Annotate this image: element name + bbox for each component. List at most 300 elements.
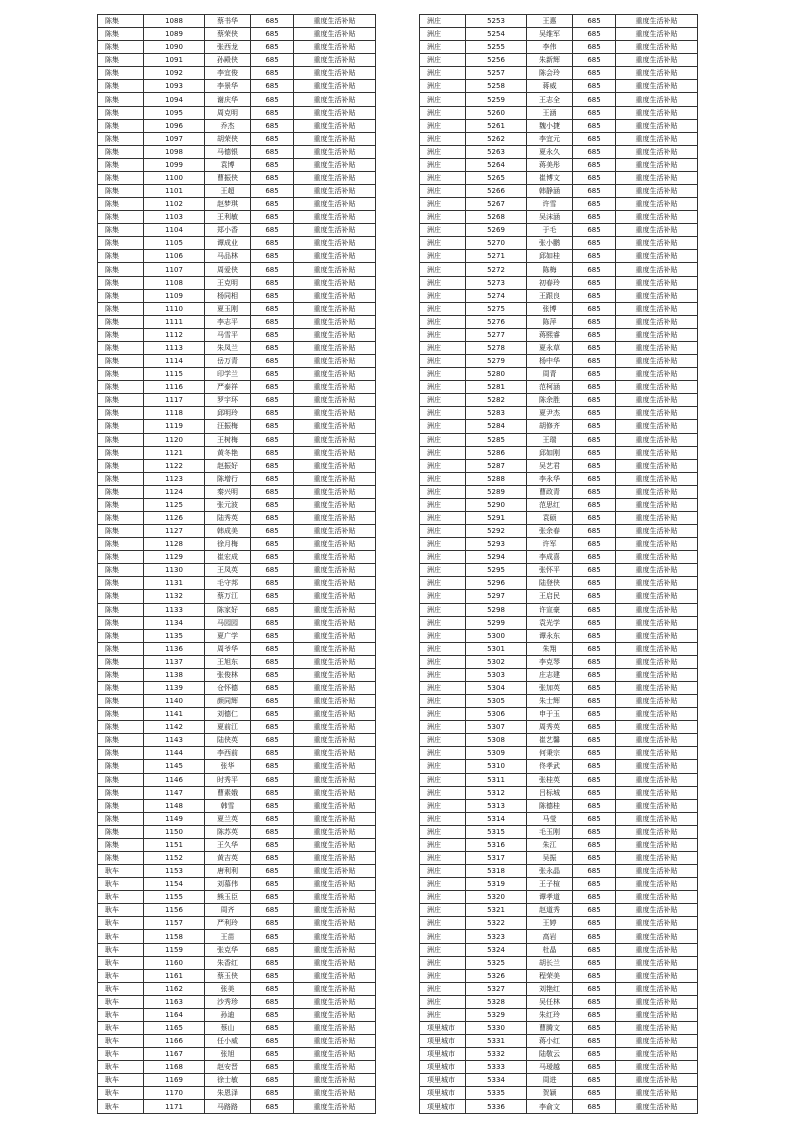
- town-cell: 陈集: [98, 368, 144, 381]
- town-cell: 陈集: [98, 825, 144, 838]
- number-cell: 5284: [466, 420, 527, 433]
- table-row: [98, 995, 376, 1008]
- number-cell: 1144: [144, 747, 205, 760]
- amount-cell: 685: [251, 551, 294, 564]
- amount-cell: 685: [251, 106, 294, 119]
- subsidy-type-cell: 重度生活补贴: [294, 668, 376, 681]
- amount-cell: 685: [251, 708, 294, 721]
- town-cell: 洲庄: [420, 80, 466, 93]
- town-cell: 洲庄: [420, 917, 466, 930]
- name-cell: 夏前江: [205, 721, 251, 734]
- amount-cell: 685: [573, 394, 616, 407]
- number-cell: 1152: [144, 852, 205, 865]
- number-cell: 1169: [144, 1074, 205, 1087]
- subsidy-type-cell: 重度生活补贴: [294, 1035, 376, 1048]
- amount-cell: 685: [573, 943, 616, 956]
- table-row: [420, 446, 698, 459]
- number-cell: 5328: [466, 995, 527, 1008]
- subsidy-type-cell: 重度生活补贴: [294, 525, 376, 538]
- subsidy-type-cell: 重度生活补贴: [294, 564, 376, 577]
- table-row: [420, 472, 698, 485]
- subsidy-type-cell: 重度生活补贴: [294, 341, 376, 354]
- town-cell: 洲庄: [420, 106, 466, 119]
- amount-cell: 685: [251, 1100, 294, 1113]
- number-cell: 1123: [144, 472, 205, 485]
- table-row: [98, 825, 376, 838]
- table-row: [98, 41, 376, 54]
- number-cell: 5305: [466, 695, 527, 708]
- table-row: [420, 341, 698, 354]
- number-cell: 1160: [144, 956, 205, 969]
- table-row: [98, 564, 376, 577]
- town-cell: 洲庄: [420, 838, 466, 851]
- name-cell: 任小威: [205, 1035, 251, 1048]
- name-cell: 刘慕伟: [205, 878, 251, 891]
- subsidy-type-cell: 重度生活补贴: [616, 538, 698, 551]
- subsidy-type-cell: 重度生活补贴: [616, 668, 698, 681]
- town-cell: 洲庄: [420, 642, 466, 655]
- table-row: [98, 381, 376, 394]
- amount-cell: 685: [251, 786, 294, 799]
- name-cell: 王利敏: [205, 211, 251, 224]
- subsidy-type-cell: 重度生活补贴: [294, 590, 376, 603]
- amount-cell: 685: [573, 1035, 616, 1048]
- subsidy-type-cell: 重度生活补贴: [294, 995, 376, 1008]
- table-row: [420, 250, 698, 263]
- town-cell: 陈集: [98, 760, 144, 773]
- table-right-body: [420, 15, 698, 1114]
- table-row: [420, 54, 698, 67]
- subsidy-type-cell: 重度生活补贴: [294, 655, 376, 668]
- table-row: [420, 1048, 698, 1061]
- subsidy-type-cell: 重度生活补贴: [294, 446, 376, 459]
- name-cell: 袁博: [205, 158, 251, 171]
- number-cell: 5264: [466, 158, 527, 171]
- number-cell: 1112: [144, 328, 205, 341]
- town-cell: 陈集: [98, 525, 144, 538]
- table-row: [98, 668, 376, 681]
- subsidy-type-cell: 重度生活补贴: [616, 80, 698, 93]
- table-row: [98, 616, 376, 629]
- table-row: [98, 878, 376, 891]
- number-cell: 1098: [144, 145, 205, 158]
- name-cell: 陈余胜: [527, 394, 573, 407]
- amount-cell: 685: [573, 1048, 616, 1061]
- amount-cell: 685: [573, 812, 616, 825]
- table-row: [420, 577, 698, 590]
- table-row: [98, 525, 376, 538]
- subsidy-type-cell: 重度生活补贴: [294, 119, 376, 132]
- name-cell: 李志平: [205, 315, 251, 328]
- number-cell: 5329: [466, 1008, 527, 1021]
- subsidy-type-cell: 重度生活补贴: [294, 838, 376, 851]
- table-row: [98, 511, 376, 524]
- subsidy-type-cell: 重度生活补贴: [616, 1035, 698, 1048]
- subsidy-type-cell: 重度生活补贴: [294, 472, 376, 485]
- amount-cell: 685: [573, 237, 616, 250]
- amount-cell: 685: [573, 106, 616, 119]
- subsidy-type-cell: 重度生活补贴: [616, 695, 698, 708]
- town-cell: 陈集: [98, 786, 144, 799]
- amount-cell: 685: [251, 459, 294, 472]
- subsidy-type-cell: 重度生活补贴: [616, 838, 698, 851]
- subsidy-type-cell: 重度生活补贴: [294, 865, 376, 878]
- town-cell: 洲庄: [420, 577, 466, 590]
- name-cell: 朱香红: [205, 956, 251, 969]
- amount-cell: 685: [251, 969, 294, 982]
- amount-cell: 685: [251, 590, 294, 603]
- number-cell: 5297: [466, 590, 527, 603]
- number-cell: 5271: [466, 250, 527, 263]
- subsidy-type-cell: 重度生活补贴: [616, 224, 698, 237]
- town-cell: 陈集: [98, 655, 144, 668]
- table-row: [98, 760, 376, 773]
- amount-cell: 685: [251, 525, 294, 538]
- table-row: [420, 943, 698, 956]
- table-row: [98, 917, 376, 930]
- table-row: [420, 616, 698, 629]
- table-row: [420, 799, 698, 812]
- number-cell: 1117: [144, 394, 205, 407]
- town-cell: 陈集: [98, 433, 144, 446]
- name-cell: 张桂英: [527, 773, 573, 786]
- number-cell: 1126: [144, 511, 205, 524]
- name-cell: 岳万青: [205, 355, 251, 368]
- name-cell: 初春玲: [527, 276, 573, 289]
- name-cell: 夏永久: [527, 145, 573, 158]
- subsidy-type-cell: 重度生活补贴: [616, 1074, 698, 1087]
- number-cell: 1094: [144, 93, 205, 106]
- name-cell: 陈德桂: [527, 799, 573, 812]
- amount-cell: 685: [251, 158, 294, 171]
- name-cell: 蔡玉侠: [205, 969, 251, 982]
- number-cell: 5273: [466, 276, 527, 289]
- name-cell: 王子楦: [527, 878, 573, 891]
- number-cell: 5268: [466, 211, 527, 224]
- amount-cell: 685: [573, 681, 616, 694]
- amount-cell: 685: [251, 1087, 294, 1100]
- number-cell: 5270: [466, 237, 527, 250]
- number-cell: 1125: [144, 498, 205, 511]
- town-cell: 陈集: [98, 642, 144, 655]
- table-row: [420, 917, 698, 930]
- name-cell: 毛守邦: [205, 577, 251, 590]
- number-cell: 5325: [466, 956, 527, 969]
- subsidy-type-cell: 重度生活补贴: [294, 878, 376, 891]
- table-row: [98, 1074, 376, 1087]
- name-cell: 李伟: [527, 41, 573, 54]
- name-cell: 陆登侠: [527, 577, 573, 590]
- town-cell: 洲庄: [420, 852, 466, 865]
- subsidy-type-cell: 重度生活补贴: [616, 276, 698, 289]
- town-cell: 洲庄: [420, 629, 466, 642]
- table-row: [98, 982, 376, 995]
- name-cell: 邱如桂: [527, 250, 573, 263]
- table-row: [98, 472, 376, 485]
- table-row: [98, 1100, 376, 1113]
- table-row: [98, 15, 376, 28]
- town-cell: 洲庄: [420, 655, 466, 668]
- table-row: [98, 1022, 376, 1035]
- name-cell: 夏玉刚: [205, 302, 251, 315]
- amount-cell: 685: [251, 80, 294, 93]
- town-cell: 洲庄: [420, 956, 466, 969]
- subsidy-type-cell: 重度生活补贴: [294, 943, 376, 956]
- town-cell: 陈集: [98, 185, 144, 198]
- town-cell: 洲庄: [420, 132, 466, 145]
- table-row: [420, 302, 698, 315]
- amount-cell: 685: [573, 41, 616, 54]
- subsidy-type-cell: 重度生活补贴: [616, 237, 698, 250]
- town-cell: 陈集: [98, 54, 144, 67]
- name-cell: 吕标城: [527, 786, 573, 799]
- table-row: [98, 302, 376, 315]
- table-row: [98, 433, 376, 446]
- number-cell: 5316: [466, 838, 527, 851]
- town-cell: 陈集: [98, 198, 144, 211]
- subsidy-type-cell: 重度生活补贴: [294, 132, 376, 145]
- amount-cell: 685: [251, 917, 294, 930]
- amount-cell: 685: [573, 54, 616, 67]
- amount-cell: 685: [573, 1061, 616, 1074]
- number-cell: 1151: [144, 838, 205, 851]
- subsidy-type-cell: 重度生活补贴: [616, 145, 698, 158]
- name-cell: 李俞文: [527, 1100, 573, 1113]
- number-cell: 1107: [144, 263, 205, 276]
- table-row: [420, 132, 698, 145]
- number-cell: 5331: [466, 1035, 527, 1048]
- table-row: [98, 119, 376, 132]
- name-cell: 唐利利: [205, 865, 251, 878]
- amount-cell: 685: [251, 394, 294, 407]
- subsidy-type-cell: 重度生活补贴: [294, 328, 376, 341]
- amount-cell: 685: [573, 995, 616, 1008]
- town-cell: 陈集: [98, 302, 144, 315]
- town-cell: 陈集: [98, 446, 144, 459]
- town-cell: 陈集: [98, 681, 144, 694]
- name-cell: 吴沫涵: [527, 211, 573, 224]
- amount-cell: 685: [251, 564, 294, 577]
- amount-cell: 685: [251, 655, 294, 668]
- amount-cell: 685: [573, 407, 616, 420]
- amount-cell: 685: [573, 119, 616, 132]
- number-cell: 5253: [466, 15, 527, 28]
- amount-cell: 685: [573, 668, 616, 681]
- name-cell: 陈萍: [527, 315, 573, 328]
- amount-cell: 685: [251, 642, 294, 655]
- subsidy-type-cell: 重度生活补贴: [616, 995, 698, 1008]
- number-cell: 5269: [466, 224, 527, 237]
- town-cell: 洲庄: [420, 158, 466, 171]
- number-cell: 5267: [466, 198, 527, 211]
- number-cell: 1136: [144, 642, 205, 655]
- name-cell: 吴振: [527, 852, 573, 865]
- amount-cell: 685: [573, 747, 616, 760]
- subsidy-type-cell: 重度生活补贴: [616, 629, 698, 642]
- subsidy-type-cell: 重度生活补贴: [616, 28, 698, 41]
- town-cell: 陈集: [98, 773, 144, 786]
- amount-cell: 685: [573, 185, 616, 198]
- subsidy-type-cell: 重度生活补贴: [294, 28, 376, 41]
- number-cell: 1104: [144, 224, 205, 237]
- number-cell: 5277: [466, 328, 527, 341]
- amount-cell: 685: [573, 132, 616, 145]
- subsidy-type-cell: 重度生活补贴: [616, 472, 698, 485]
- table-row: [98, 773, 376, 786]
- number-cell: 5259: [466, 93, 527, 106]
- table-row: [420, 564, 698, 577]
- town-cell: 陈集: [98, 695, 144, 708]
- table-row: [420, 237, 698, 250]
- town-cell: 洲庄: [420, 185, 466, 198]
- table-row: [420, 1008, 698, 1021]
- table-row: [420, 511, 698, 524]
- name-cell: 张博: [527, 302, 573, 315]
- amount-cell: 685: [573, 891, 616, 904]
- subsidy-type-cell: 重度生活补贴: [294, 355, 376, 368]
- name-cell: 王旭东: [205, 655, 251, 668]
- name-cell: 杨中华: [527, 355, 573, 368]
- amount-cell: 685: [573, 917, 616, 930]
- subsidy-type-cell: 重度生活补贴: [616, 119, 698, 132]
- town-cell: 洲庄: [420, 747, 466, 760]
- table-row: [420, 15, 698, 28]
- town-cell: 洲庄: [420, 695, 466, 708]
- subsidy-type-cell: 重度生活补贴: [294, 289, 376, 302]
- amount-cell: 685: [251, 41, 294, 54]
- number-cell: 1121: [144, 446, 205, 459]
- name-cell: 王瑞: [527, 433, 573, 446]
- name-cell: 张永晶: [527, 865, 573, 878]
- table-row: [98, 446, 376, 459]
- town-cell: 陈集: [98, 41, 144, 54]
- table-row: [98, 943, 376, 956]
- name-cell: 于毛: [527, 224, 573, 237]
- table-row: [98, 341, 376, 354]
- town-cell: 洲庄: [420, 734, 466, 747]
- subsidy-type-cell: 重度生活补贴: [294, 616, 376, 629]
- subsidy-type-cell: 重度生活补贴: [294, 276, 376, 289]
- number-cell: 1165: [144, 1022, 205, 1035]
- table-row: [420, 459, 698, 472]
- subsidy-type-cell: 重度生活补贴: [294, 1008, 376, 1021]
- name-cell: 孙迪: [205, 1008, 251, 1021]
- amount-cell: 685: [573, 616, 616, 629]
- number-cell: 5288: [466, 472, 527, 485]
- amount-cell: 685: [573, 930, 616, 943]
- number-cell: 1153: [144, 865, 205, 878]
- name-cell: 徐士敏: [205, 1074, 251, 1087]
- town-cell: 洲庄: [420, 198, 466, 211]
- table-row: [420, 878, 698, 891]
- town-cell: 陈集: [98, 381, 144, 394]
- town-cell: 洲庄: [420, 708, 466, 721]
- subsidy-type-cell: 重度生活补贴: [294, 551, 376, 564]
- table-row: [98, 132, 376, 145]
- town-cell: 洲庄: [420, 590, 466, 603]
- name-cell: 张元波: [205, 498, 251, 511]
- subsidy-type-cell: 重度生活补贴: [616, 969, 698, 982]
- subsidy-type-cell: 重度生活补贴: [294, 721, 376, 734]
- name-cell: 蔡山: [205, 1022, 251, 1035]
- name-cell: 汪振梅: [205, 420, 251, 433]
- amount-cell: 685: [573, 838, 616, 851]
- town-cell: 洲庄: [420, 564, 466, 577]
- name-cell: 王启民: [527, 590, 573, 603]
- table-row: [98, 1035, 376, 1048]
- town-cell: 洲庄: [420, 551, 466, 564]
- name-cell: 曹振侠: [205, 171, 251, 184]
- amount-cell: 685: [573, 420, 616, 433]
- number-cell: 1148: [144, 799, 205, 812]
- amount-cell: 685: [251, 119, 294, 132]
- town-cell: 陈集: [98, 472, 144, 485]
- amount-cell: 685: [573, 198, 616, 211]
- amount-cell: 685: [573, 603, 616, 616]
- name-cell: 朱恩泽: [205, 1087, 251, 1100]
- name-cell: 陈增行: [205, 472, 251, 485]
- table-row: [420, 525, 698, 538]
- subsidy-type-cell: 重度生活补贴: [294, 171, 376, 184]
- amount-cell: 685: [573, 1087, 616, 1100]
- number-cell: 1115: [144, 368, 205, 381]
- name-cell: 马德银: [205, 145, 251, 158]
- table-row: [420, 1100, 698, 1113]
- number-cell: 5295: [466, 564, 527, 577]
- table-row: [98, 276, 376, 289]
- amount-cell: 685: [251, 355, 294, 368]
- number-cell: 5320: [466, 891, 527, 904]
- name-cell: 陈家好: [205, 603, 251, 616]
- subsidy-type-cell: 重度生活补贴: [616, 1008, 698, 1021]
- amount-cell: 685: [251, 616, 294, 629]
- amount-cell: 685: [573, 511, 616, 524]
- table-row: [98, 1008, 376, 1021]
- table-row: [420, 93, 698, 106]
- number-cell: 5287: [466, 459, 527, 472]
- subsidy-type-cell: 重度生活补贴: [616, 41, 698, 54]
- name-cell: 李宜元: [527, 132, 573, 145]
- subsidy-type-cell: 重度生活补贴: [616, 564, 698, 577]
- number-cell: 5310: [466, 760, 527, 773]
- name-cell: 刘德仁: [205, 708, 251, 721]
- subsidy-type-cell: 重度生活补贴: [616, 446, 698, 459]
- subsidy-type-cell: 重度生活补贴: [294, 982, 376, 995]
- name-cell: 胡荣侠: [205, 132, 251, 145]
- name-cell: 陈会玲: [527, 67, 573, 80]
- name-cell: 李永华: [527, 472, 573, 485]
- name-cell: 秦兴明: [205, 485, 251, 498]
- number-cell: 5308: [466, 734, 527, 747]
- name-cell: 崔博文: [527, 171, 573, 184]
- amount-cell: 685: [251, 1008, 294, 1021]
- number-cell: 1088: [144, 15, 205, 28]
- table-row: [98, 420, 376, 433]
- table-row: [420, 1035, 698, 1048]
- town-cell: 洲庄: [420, 433, 466, 446]
- town-cell: 陈集: [98, 668, 144, 681]
- subsidy-type-cell: 重度生活补贴: [294, 1074, 376, 1087]
- amount-cell: 685: [251, 446, 294, 459]
- subsidy-type-cell: 重度生活补贴: [616, 54, 698, 67]
- table-row: [420, 211, 698, 224]
- name-cell: 朱江: [527, 838, 573, 851]
- amount-cell: 685: [251, 603, 294, 616]
- subsidy-type-cell: 重度生活补贴: [616, 498, 698, 511]
- amount-cell: 685: [251, 250, 294, 263]
- number-cell: 1100: [144, 171, 205, 184]
- table-row: [420, 276, 698, 289]
